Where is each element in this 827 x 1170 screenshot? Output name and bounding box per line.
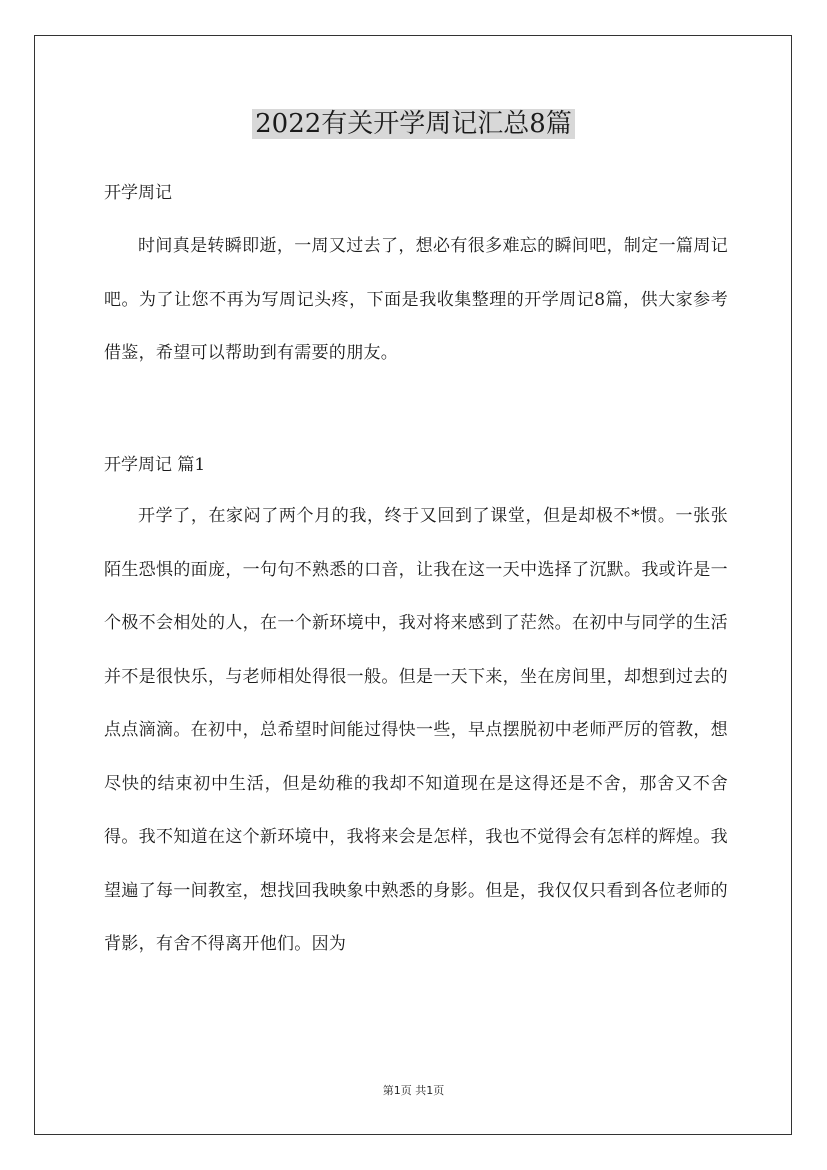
section1-label: 开学周记 篇1 <box>104 455 206 475</box>
section1-paragraph: 开学了，在家闷了两个月的我，终于又回到了课堂，但是却极不*惯。一张张陌生恐惧的面庞，一句句不熟悉的口音，让我在这一天中选择了沉默。我或许是一个极不会相处的人，在一个新环境中，我对将来感到了茫然。在初中与同学的生活并不是很快乐，与老师相处得很一般。但是一天下来，坐在房间里，却想到过去的点点滴滴。在初中，总希望时间能过得快一些，早点摆脱初中老师严厉的管教，想尽快的结束初中生活，但是幼稚的我却不知道现在是这得还是不舍，那舍又不舍得。我不知道在这个新环境中，我将来会是怎样，我也不觉得会有怎样的辉煌。我望遍了每一间教室，想找回我映象中熟悉的身影。但是，我仅仅只看到各位老师的背影，有舍不得离开他们。因为 <box>104 506 728 954</box>
document-title-text: 2022有关开学周记汇总8篇 <box>252 109 575 139</box>
document-title <box>0 104 827 144</box>
intro-label: 开学周记 <box>104 183 172 203</box>
page-footer: 第1页 共1页 <box>382 1084 445 1097</box>
intro-paragraph: 时间真是转瞬即逝，一周又过去了，想必有很多难忘的瞬间吧，制定一篇周记吧。为了让您不再为写周记头疼，下面是我收集整理的开学周记8篇，供大家参考借鉴，希望可以帮助到有需要的朋友。 <box>104 236 728 363</box>
